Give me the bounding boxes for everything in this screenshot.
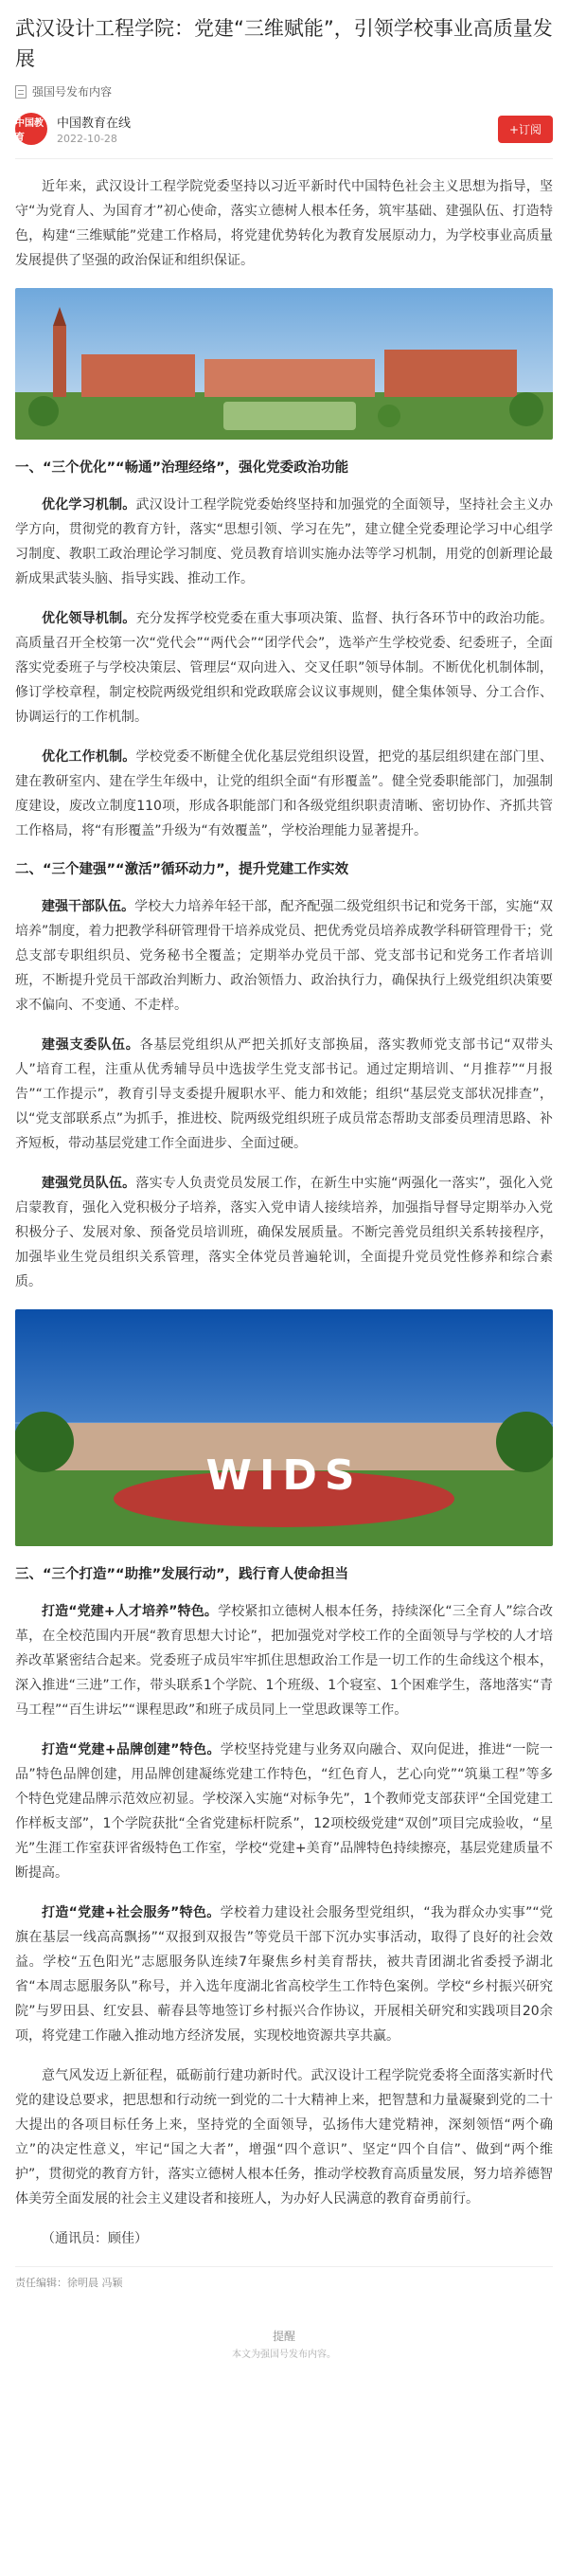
paragraph-lead: 打造“党建+社会服务”特色。 bbox=[42, 1905, 221, 1920]
paragraph-lead: 打造“党建+人才培养”特色。 bbox=[42, 1604, 219, 1619]
intro-paragraph: 近年来，武汉设计工程学院党委坚持以习近平新时代中国特色社会主义思想为指导，坚守“为党育人、为国育才”初心使命，落实立德树人根本任务，筑牢基础、建强队伍、打造特色，构建“三维赋能”党建工作格局，将党建优势转化为教育发展原动力，为学校事业高质量发展提供了坚强的政治保证和组织保证。 bbox=[15, 179, 553, 268]
paragraph-lead: 优化学习机制。 bbox=[42, 497, 136, 513]
document-icon bbox=[15, 85, 27, 99]
avatar[interactable]: 中国教育 bbox=[15, 113, 47, 145]
campus-photo-2 bbox=[15, 1309, 553, 1546]
paragraph-text: 学校坚持党建与业务双向融合、双向促进，推进“一院一品”特色品牌创建，用品牌创建凝练党建工作特色，“红色育人，艺心向党”“筑巢工程”等多个特色党建品牌示范效应初显。学校深入实施“对标争先”，1个教师党支部获评“全国党建工作样板支部”，1个学院获批“全省党建标杆院系”，12项校级党建“双创”项目完成验收，“星光”生涯工作室获评省级特色工作室，学校“党建+美育”品牌特色持续擦亮，基层党建质量不断提高。 bbox=[15, 1742, 553, 1881]
author-row bbox=[15, 113, 553, 159]
paragraph-text: 落实专人负责党员发展工作，在新生中实施“两强化一落实”，强化入党启蒙教育，强化入党积极分子培养，落实入党申请人接续培养，加强指导督导定期举办入党积极分子、发展对象、预备党员培训班，确保发展质量。不断完善党员组织关系转接程序，加强毕业生党员组织关系管理，落实全体党员普遍轮训，全面提升党员党性修养和综合素质。 bbox=[15, 1176, 554, 1289]
paragraph-lead: 建强党员队伍。 bbox=[42, 1176, 136, 1191]
subscribe-button[interactable]: +订阅 bbox=[498, 116, 553, 143]
paragraph-lead: 建强干部队伍。 bbox=[42, 899, 135, 914]
report-link[interactable]: 提醒 bbox=[272, 2330, 295, 2343]
closing-paragraph: 意气风发迈上新征程，砥砺前行建功新时代。武汉设计工程学院党委将全面落实新时代党的建设总要求，把思想和行动统一到党的二十大精神上来，把智慧和力量凝聚到党的二十大提出的各项目标任务上来，坚持党的全面领导，弘扬伟大建党精神，深刻领悟“两个确立”的决定性意义，牢记“国之大者”，增强“四个意识”、坚定“四个自信”、做到“两个维护”，贯彻党的教育方针，落实立德树人根本任务，推动学校教育高质量发展，努力培养德智体美劳全面发展的社会主义建设者和接班人，为办好人民满意的教育奋勇前行。 bbox=[15, 2068, 553, 2207]
paragraph bbox=[15, 1171, 553, 1294]
article-page bbox=[0, 13, 568, 2360]
paragraph bbox=[15, 1599, 553, 1722]
source-label: 强国号发布内容 bbox=[32, 85, 113, 99]
source-line bbox=[15, 83, 553, 99]
section-heading-2: 二、“三个建强”“激活”循环动力”，提升党建工作实效 bbox=[15, 862, 349, 877]
publish-date: 2022-10-28 bbox=[57, 133, 117, 145]
paragraph-lead: 优化工作机制。 bbox=[42, 749, 136, 765]
wids-sign: WIDS bbox=[205, 1451, 363, 1500]
paragraph-lead: 打造“党建+品牌创建”特色。 bbox=[42, 1742, 221, 1757]
editor-line: 责任编辑：徐明晨 冯颖 bbox=[15, 2266, 553, 2290]
paragraph-lead: 建强支委队伍。 bbox=[42, 1037, 140, 1053]
paragraph-text: 学校党委不断健全优化基层党组织设置，把党的基层组织建在部门里、建在教研室内、建在学生年级中，让党的组织全面“有形覆盖”。健全党委职能部门，加强制度建设，废改立制度110项，形成各职能部门和各级党组织职责清晰、密切协作、齐抓共管工作格局，将“有形覆盖”升级为“有效覆盖”，学校治理能力显著提升。 bbox=[15, 749, 554, 838]
paragraph-text: 充分发挥学校党委在重大事项决策、监督、执行各环节中的政治功能。高质量召开全校第一次“党代会”“两代会”“团学代会”，选举产生学校党委、纪委班子，全面落实党委班子与学校决策层、管理层“双向进入、交叉任职”领导体制。不断优化机制体制，修订学校章程，制定校院两级党组织和党政联席会议议事规则，健全集体领导、分工合作、协调运行的工作机制。 bbox=[15, 611, 554, 725]
author-name[interactable]: 中国教育在线 bbox=[57, 117, 132, 131]
paragraph bbox=[15, 1738, 553, 1885]
paragraph bbox=[15, 1900, 553, 2048]
campus-photo-1 bbox=[15, 288, 553, 440]
paragraph-text: 武汉设计工程学院党委始终坚持和加强党的全面领导，坚持社会主义办学方向，贯彻党的教育方针，落实“思想引领、学习在先”，建立健全党委理论学习中心组学习制度、教职工政治理论学习制度、党员教育培训实施办法等学习机制，用党的创新理论最新成果武装头脑、指导实践、推动工作。 bbox=[15, 497, 554, 586]
article-title: 武汉设计工程学院：党建“三维赋能”，引领学校事业高质量发展 bbox=[15, 17, 553, 70]
copyright-note: 本文为强国号发布内容。 bbox=[232, 2350, 336, 2360]
paragraph-text: 学校紧扣立德树人根本任务，持续深化“三全育人”综合改革，在全校范围内开展“教育思想大讨论”，把加强党对学校工作的全面领导与学校的人才培养改革紧密结合起来。党委班子成员牢牢抓住思想政治工作是一切工作的生命线这个根本，深入推进“三进”工作，带头联系1个学院、1个班级、1个寝室、1个困难学生，落地落实“青马工程”“百生讲坛”“课程思政”和班子成员同上一堂思政课等工作。 bbox=[15, 1604, 553, 1718]
paragraph bbox=[15, 606, 553, 730]
paragraph-text: 学校着力建设社会服务型党组织，“我为群众办实事”“党旗在基层一线高高飘扬”“双报到双报告”等党员干部下沉办实事活动，取得了良好的社会效益。学校“五色阳光”志愿服务队连续7年聚焦乡村美育帮扶，被共青团湖北省委授予湖北省“本周志愿服务队”称号，并入选年度湖北省高校学生工作特色案例。学校“乡村振兴研究院”与罗田县、红安县、蕲春县等地签订乡村振兴合作协议，开展相关研究和实践项目20余项，将党建工作融入推动地方经济发展，实现校地资源共享共赢。 bbox=[15, 1905, 553, 2044]
paragraph bbox=[15, 1033, 553, 1156]
paragraph-text: 学校大力培养年轻干部，配齐配强二级党组织书记和党务干部，实施“双培养”制度，着力把教学科研管理骨干培养成党员、把优秀党员培养成教学科研管理骨干；党总支部专职组织员、党务秘书全覆盖；定期举办党员干部、党支部书记和党务工作者培训班，不断提升党员干部政治判断力、政治领悟力、政治执行力，确保执行上级党组织决策要求不偏向、不变通、不走样。 bbox=[15, 899, 553, 1013]
paragraph-lead: 优化领导机制。 bbox=[42, 611, 136, 626]
author-info[interactable] bbox=[15, 113, 131, 145]
paragraph-text: 各基层党组织从严把关抓好支部换届，落实教师党支部书记“双带头人”培育工程，注重从优秀辅导员中选拔学生党支部书记。通过定期培训、“月推荐”“月报告”“工作提示”，教育引导支委提升履职水平、能力和效能；组织“基层党支部状况排查”，以“党支部联系点”为抓手，推进校、院两级党组织班子成员常态帮助支部委员理清思路、补齐短板，带动基层党建工作全面进步、全面过硬。 bbox=[15, 1037, 553, 1151]
section-heading-3: 三、“三个打造”“助推”发展行动”，践行育人使命担当 bbox=[15, 1567, 349, 1582]
section-heading-1: 一、“三个优化”“畅通”治理经络”，强化党委政治功能 bbox=[15, 460, 349, 476]
paragraph bbox=[15, 745, 553, 843]
correspondent: （通讯员：顾佳） bbox=[42, 2231, 148, 2246]
paragraph bbox=[15, 493, 553, 591]
paragraph bbox=[15, 894, 553, 1018]
